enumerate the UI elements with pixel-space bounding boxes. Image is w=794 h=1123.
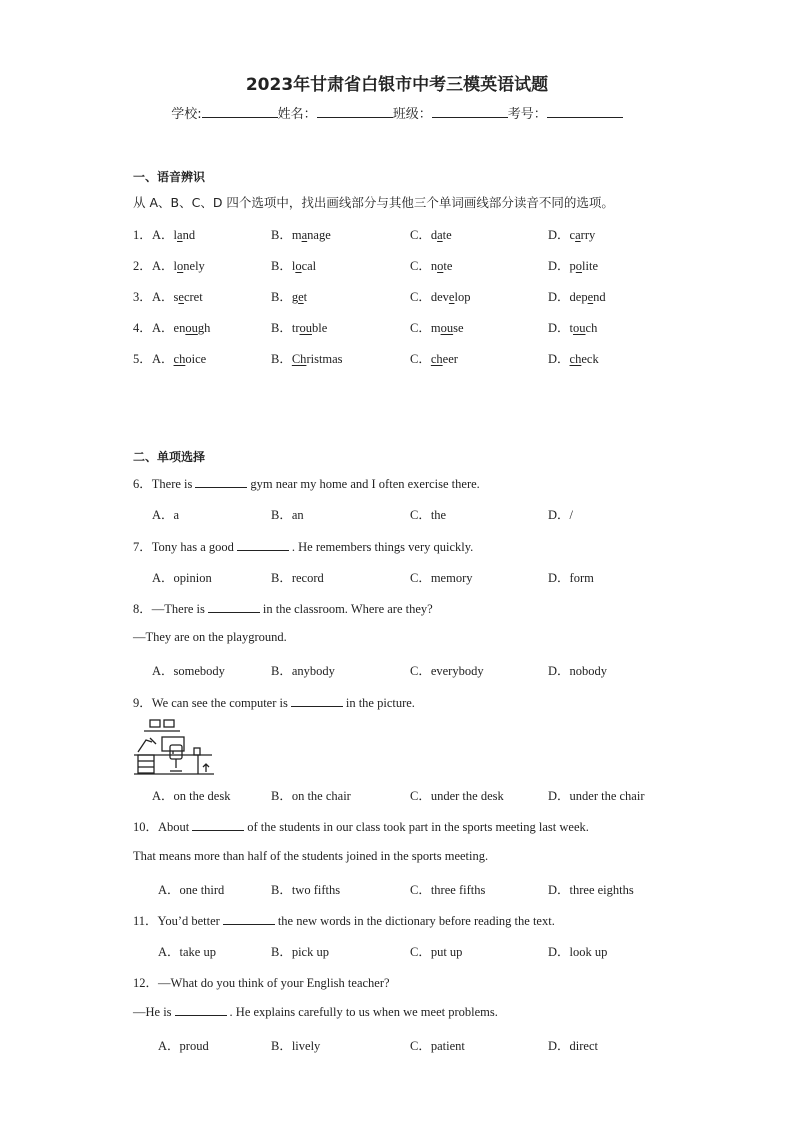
- underlined-letters: a: [575, 228, 581, 242]
- underlined-letters: ch: [430, 352, 443, 366]
- underlined-letters: ou: [299, 321, 312, 335]
- class-blank[interactable]: [432, 105, 508, 118]
- phonetic-option[interactable]: [548, 225, 595, 243]
- phonetic-option[interactable]: [410, 256, 452, 274]
- option-letter: D．: [548, 352, 570, 366]
- answer-blank[interactable]: [192, 820, 244, 831]
- q6-option-c[interactable]: C．the: [410, 508, 447, 522]
- underlined-letters: a: [437, 228, 443, 242]
- wall-frame-icon: [164, 720, 174, 727]
- school-label: 学校:: [171, 107, 202, 122]
- option-letter: D．: [548, 290, 570, 304]
- word-part: dep: [569, 290, 588, 304]
- answer-blank[interactable]: [175, 1005, 227, 1016]
- word-part: rry: [580, 228, 596, 242]
- word-part: n: [430, 259, 438, 273]
- underlined-letters: a: [301, 228, 308, 242]
- lamp-icon: [138, 740, 152, 752]
- underlined-letters: e: [587, 290, 594, 304]
- word-part: eer: [442, 352, 458, 366]
- option-letter: A．: [152, 352, 174, 366]
- phonetic-question-number: 2．: [133, 259, 152, 273]
- q9-option-b[interactable]: B．on the chair: [271, 789, 351, 803]
- phonetic-option[interactable]: [152, 318, 210, 336]
- option-letter: C．: [410, 290, 431, 304]
- q8-option-d[interactable]: D．nobody: [548, 664, 608, 678]
- q7-option-a[interactable]: A．opinion: [152, 571, 212, 585]
- number-blank[interactable]: [547, 105, 623, 118]
- monitor-icon: [162, 737, 184, 751]
- underlined-letters: ch: [569, 352, 582, 366]
- word-part: p: [569, 259, 576, 273]
- phonetic-option[interactable]: [548, 349, 599, 367]
- answer-blank[interactable]: [237, 540, 289, 551]
- option-letter: A．: [152, 228, 174, 242]
- question-11: 11．You’d better the new words in the dictionary before reading the text.: [133, 914, 555, 928]
- books-icon: [194, 748, 200, 755]
- option-letter: A．: [152, 259, 174, 273]
- option-letter: B．: [271, 228, 292, 242]
- word-part: en: [173, 321, 186, 335]
- word-part: nd: [593, 290, 606, 304]
- word-part: s: [173, 290, 179, 304]
- drawer-icon: [138, 755, 154, 773]
- q12-option-a[interactable]: A．proud: [158, 1039, 209, 1053]
- answer-blank[interactable]: [291, 696, 343, 707]
- phonetic-question-number: 5．: [133, 352, 152, 366]
- q9-option-d[interactable]: D．under the chair: [548, 789, 645, 803]
- question-9: 9．We can see the computer is in the picture.: [133, 696, 415, 710]
- word-part: t: [569, 321, 574, 335]
- q10-option-c[interactable]: C．three fifths: [410, 883, 486, 897]
- q9-option-a[interactable]: A．on the desk: [152, 789, 231, 803]
- q8-option-c[interactable]: C．everybody: [410, 664, 484, 678]
- q6-option-b[interactable]: B．an: [271, 508, 304, 522]
- answer-blank[interactable]: [195, 477, 247, 488]
- underlined-letters: e: [178, 290, 184, 304]
- word-part: m: [430, 321, 441, 335]
- phonetic-option[interactable]: [271, 256, 316, 274]
- word-part: te: [443, 259, 453, 273]
- underlined-letters: a: [177, 228, 183, 242]
- page-title: 2023年甘肃省白银市中考三模英语试题: [245, 75, 549, 95]
- word-part: gh: [197, 321, 211, 335]
- question-10: 10．About of the students in our class took part in the sports meeting last week.: [133, 820, 589, 834]
- q8-option-a[interactable]: A．somebody: [152, 664, 225, 678]
- phonetic-option[interactable]: [410, 287, 470, 305]
- phonetic-question-number: 4．: [133, 321, 152, 335]
- phonetic-option[interactable]: [271, 287, 307, 305]
- word-part: cret: [183, 290, 203, 304]
- word-part: cal: [301, 259, 317, 273]
- underlined-letters: ou: [440, 321, 454, 335]
- q7-option-b[interactable]: B．record: [271, 571, 324, 585]
- question-8-reply: —They are on the playground.: [133, 630, 287, 644]
- wall-frame-icon: [150, 720, 160, 727]
- word-part: te: [442, 228, 452, 242]
- word-part: g: [291, 290, 299, 304]
- phonetic-option[interactable]: [271, 318, 327, 336]
- underlined-letters: ch: [173, 352, 186, 366]
- question-8: 8．—There is in the classroom. Where are they?: [133, 602, 433, 616]
- phonetic-option[interactable]: [271, 349, 343, 367]
- word-part: ch: [585, 321, 598, 335]
- desk-computer-illustration: [132, 718, 216, 776]
- underlined-letters: o: [177, 259, 184, 273]
- option-letter: A．: [152, 290, 174, 304]
- phonetic-option[interactable]: [548, 287, 606, 305]
- option-letter: C．: [410, 259, 431, 273]
- option-letter: C．: [410, 228, 431, 242]
- phonetic-option[interactable]: [152, 349, 206, 367]
- q10-option-b[interactable]: B．two fifths: [271, 883, 341, 897]
- phonetic-option[interactable]: [410, 225, 452, 243]
- q11-option-a[interactable]: A．take up: [158, 945, 216, 959]
- option-letter: C．: [410, 321, 431, 335]
- section1-heading: 一、语音辨识: [133, 170, 206, 184]
- question-7: 7．Tony has a good . He remembers things very quickly.: [133, 540, 474, 554]
- word-part: tr: [291, 321, 300, 335]
- option-letter: A．: [152, 321, 174, 335]
- option-letter: B．: [271, 259, 292, 273]
- q10-option-d[interactable]: D．three eighths: [548, 883, 634, 897]
- option-letter: D．: [548, 259, 570, 273]
- word-part: l: [291, 259, 296, 273]
- question-12-reply: —He is . He explains carefully to us when we meet problems.: [133, 1005, 498, 1019]
- q12-option-d[interactable]: D．direct: [548, 1039, 598, 1053]
- word-part: t: [303, 290, 308, 304]
- word-part: oice: [185, 352, 207, 366]
- name-blank[interactable]: [317, 105, 393, 118]
- underlined-letters: e: [298, 290, 304, 304]
- option-letter: B．: [271, 321, 292, 335]
- underlined-letters: o: [295, 259, 302, 273]
- answer-blank[interactable]: [208, 602, 260, 613]
- q11-option-c[interactable]: C．put up: [410, 945, 463, 959]
- q7-option-c[interactable]: C．memory: [410, 571, 473, 585]
- word-part: lop: [454, 290, 471, 304]
- q11-option-b[interactable]: B．pick up: [271, 945, 329, 959]
- underlined-letters: o: [437, 259, 444, 273]
- question-12: 12．—What do you think of your English teacher?: [133, 976, 390, 990]
- word-part: l: [173, 228, 178, 242]
- option-letter: C．: [410, 352, 431, 366]
- word-part: eck: [581, 352, 599, 366]
- school-blank[interactable]: [202, 105, 278, 118]
- plant-icon: [203, 764, 209, 772]
- question-6: 6．There is gym near my home and I often exercise there.: [133, 477, 480, 491]
- phonetic-question-number: 1．: [133, 228, 152, 242]
- option-letter: B．: [271, 352, 292, 366]
- number-label: 考号：: [507, 107, 547, 122]
- underlined-letters: Ch: [291, 352, 307, 366]
- word-part: c: [569, 228, 576, 242]
- section2-heading: 二、单项选择: [133, 450, 206, 464]
- underlined-letters: ou: [573, 321, 586, 335]
- answer-blank[interactable]: [223, 914, 275, 925]
- word-part: dev: [430, 290, 449, 304]
- phonetic-option[interactable]: [152, 225, 195, 243]
- word-part: se: [453, 321, 464, 335]
- word-part: m: [291, 228, 302, 242]
- q9-option-c[interactable]: C．under the desk: [410, 789, 504, 803]
- phonetic-option[interactable]: [410, 349, 458, 367]
- word-part: ristmas: [306, 352, 343, 366]
- option-letter: D．: [548, 321, 570, 335]
- word-part: nely: [183, 259, 205, 273]
- q10-option-a[interactable]: A．one third: [158, 883, 225, 897]
- word-part: d: [430, 228, 438, 242]
- word-part: nd: [182, 228, 196, 242]
- chair-icon: [170, 745, 182, 759]
- option-letter: B．: [271, 290, 292, 304]
- option-letter: D．: [548, 228, 570, 242]
- word-part: l: [173, 259, 178, 273]
- underlined-letters: o: [575, 259, 583, 273]
- q7-option-d[interactable]: D．form: [548, 571, 594, 585]
- q8-option-b[interactable]: B．anybody: [271, 664, 335, 678]
- q11-option-d[interactable]: D．look up: [548, 945, 608, 959]
- name-label: 姓名：: [277, 107, 317, 122]
- phonetic-option[interactable]: [152, 256, 205, 274]
- phonetic-option[interactable]: [548, 318, 597, 336]
- question-10-line2: That means more than half of the students joined in the sports meeting.: [133, 849, 489, 863]
- section1-instruction: 从 A、B、C、D 四个选项中，找出画线部分与其他三个单词画线部分读音不同的选项。: [133, 195, 614, 210]
- q6-option-a[interactable]: A．a: [152, 508, 180, 522]
- underlined-letters: ou: [185, 321, 198, 335]
- phonetic-option[interactable]: [410, 318, 464, 336]
- q12-option-b[interactable]: B．lively: [271, 1039, 321, 1053]
- phonetic-question-number: 3．: [133, 290, 152, 304]
- student-info-line: [0, 103, 794, 122]
- word-part: nage: [307, 228, 331, 242]
- underlined-letters: e: [448, 290, 455, 304]
- phonetic-option[interactable]: [548, 256, 598, 274]
- phonetic-option[interactable]: [271, 225, 331, 243]
- class-label: 班级：: [392, 107, 432, 122]
- word-part: ble: [311, 321, 328, 335]
- q6-option-d[interactable]: D．/: [548, 508, 574, 522]
- q12-option-c[interactable]: C．patient: [410, 1039, 465, 1053]
- phonetic-option[interactable]: [152, 287, 203, 305]
- word-part: lite: [582, 259, 598, 273]
